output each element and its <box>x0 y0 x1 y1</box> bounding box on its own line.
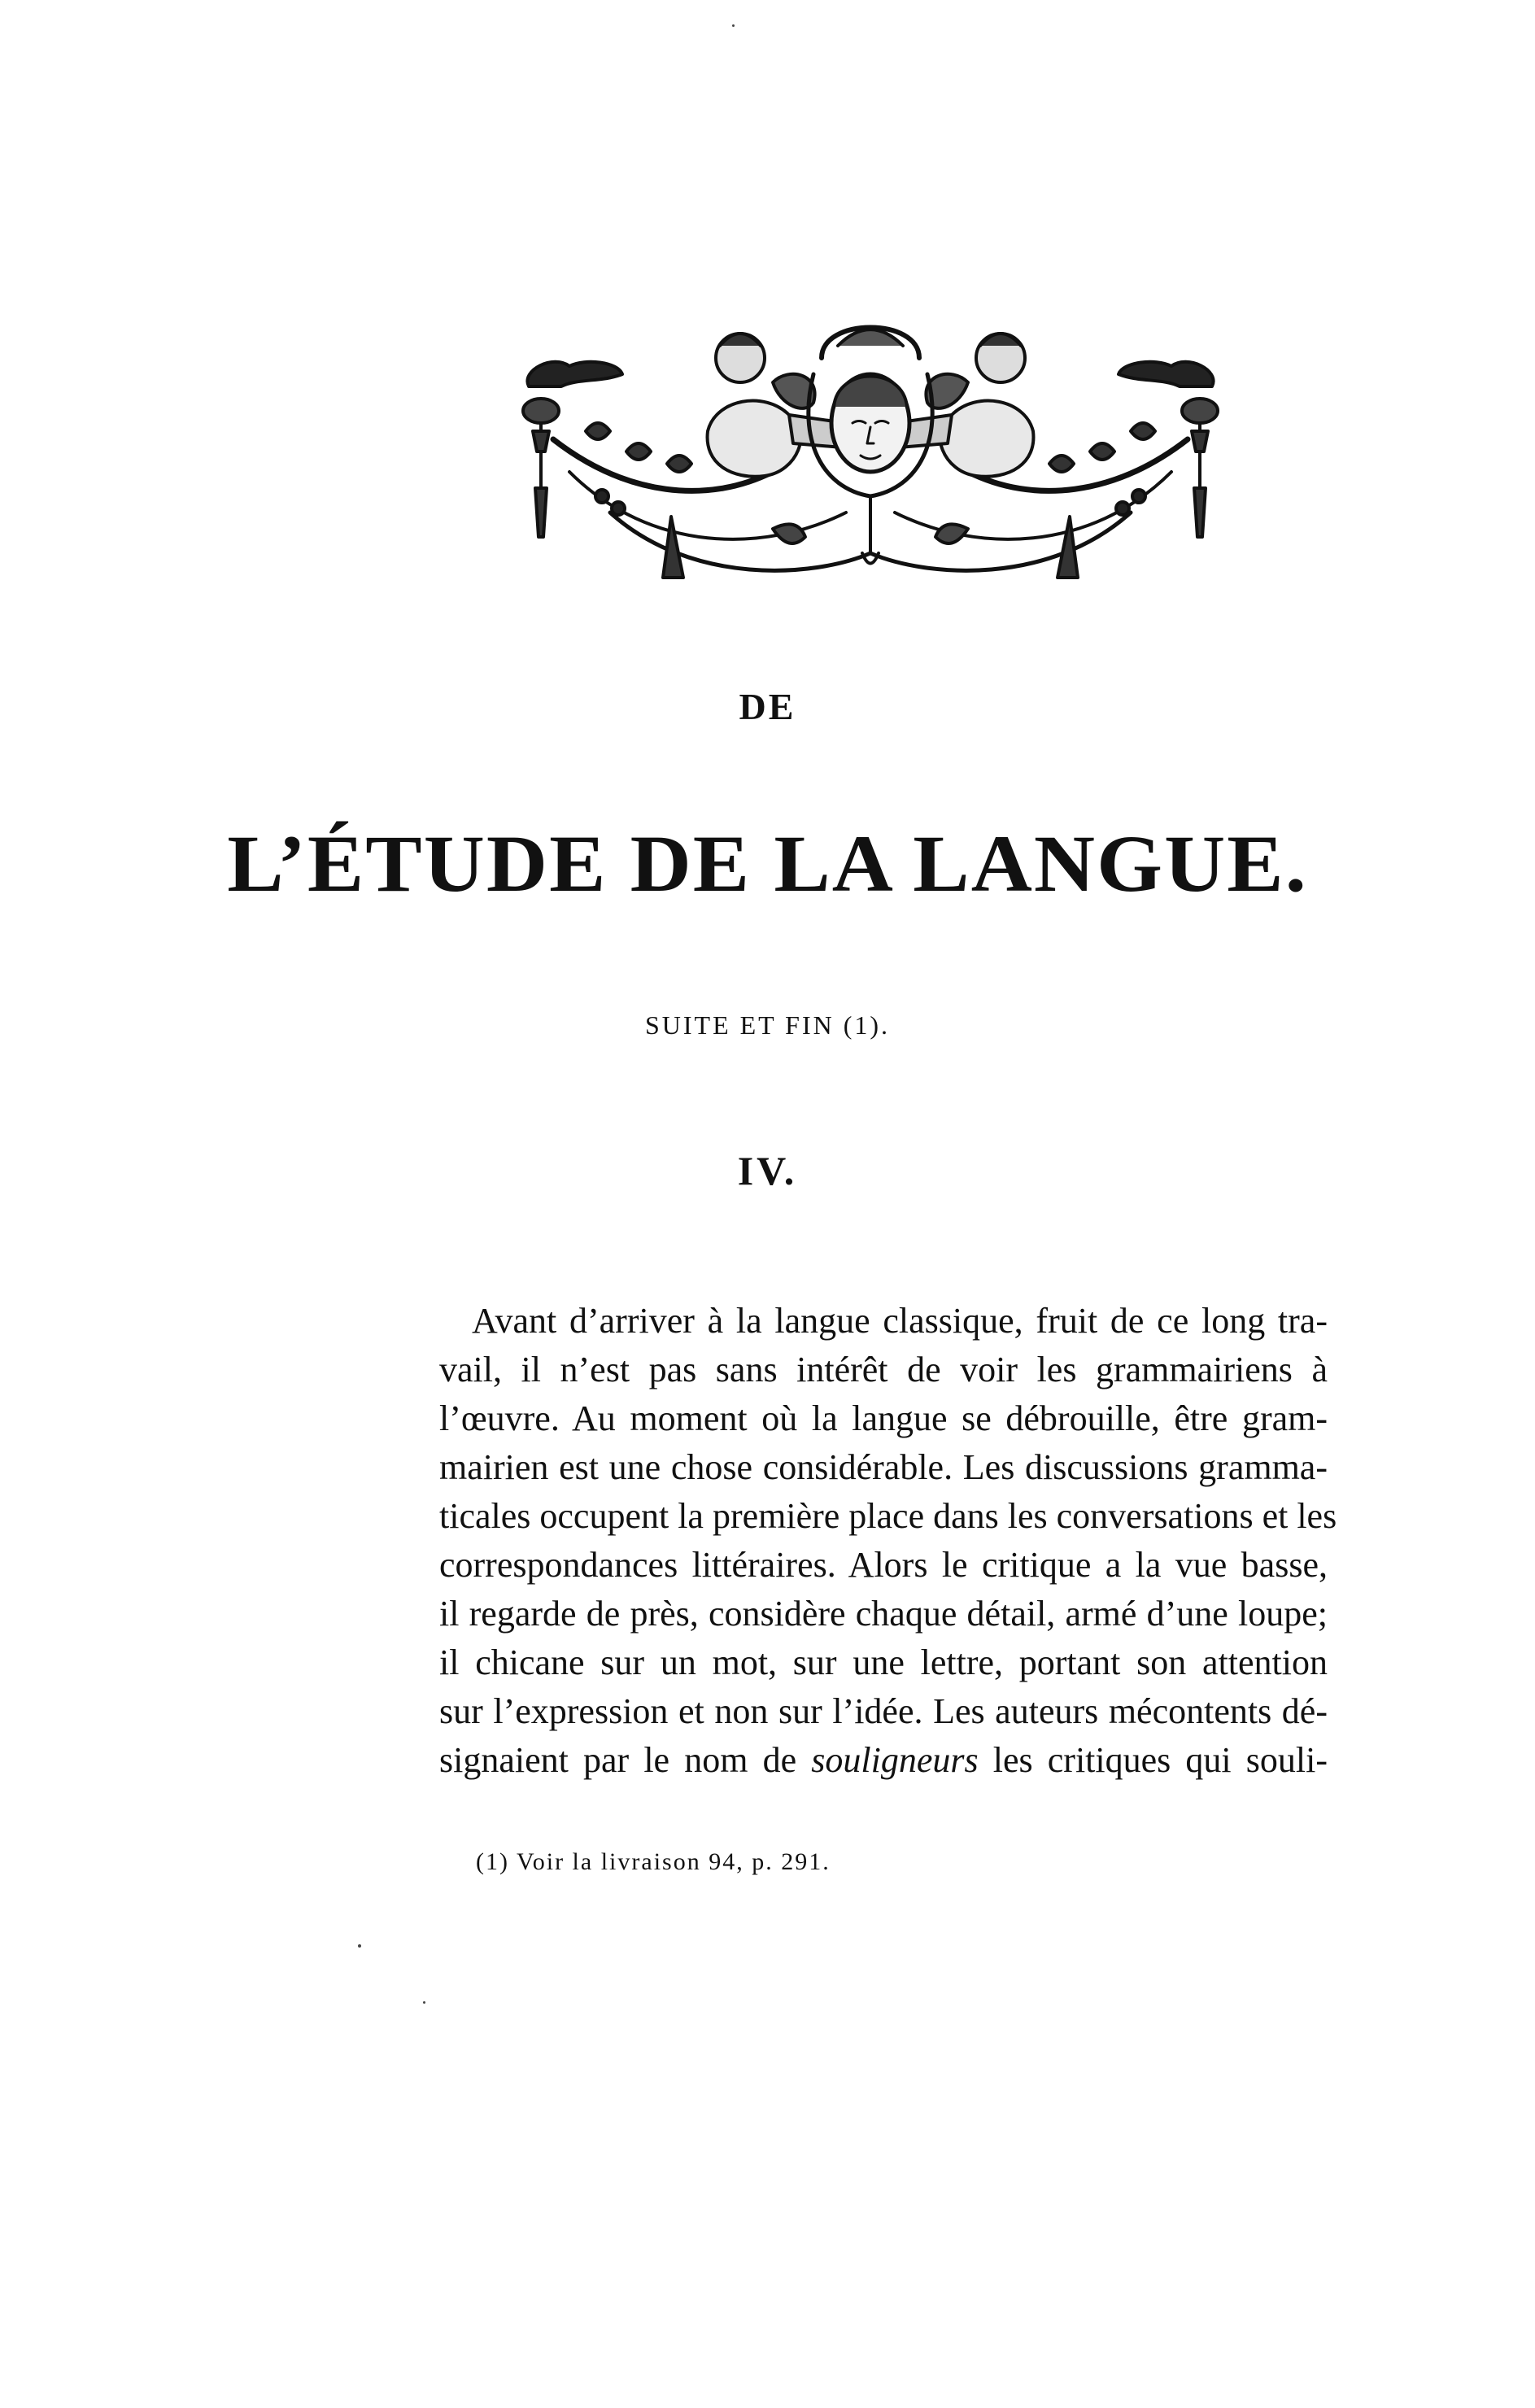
text-line: correspondances littéraires. Alors le critique a la vue basse, <box>439 1545 1328 1585</box>
text-segment: les critiques qui souli- <box>978 1740 1328 1780</box>
print-speck <box>423 2001 425 2004</box>
text-line: ticales occupent la première place dans les conversations et les <box>439 1496 1337 1536</box>
print-speck <box>732 24 735 27</box>
text-line: mairien est une chose considérable. Les discussions gramma- <box>439 1447 1328 1487</box>
print-speck <box>358 1944 361 1948</box>
italic-term: souligneurs <box>811 1740 979 1780</box>
page-title: L’ÉTUDE DE LA LANGUE. <box>227 818 1308 909</box>
body-text <box>439 1297 1337 1785</box>
title-prefix: DE <box>739 686 796 727</box>
text-segment: signaient par le nom de <box>439 1740 812 1780</box>
text-line-last <box>439 1736 1328 1785</box>
text-line: vail, il n’est pas sans intérêt de voir les grammairiens à <box>439 1350 1328 1389</box>
section-number: IV. <box>737 1148 798 1193</box>
cherub-head-ornament-icon <box>504 309 1236 590</box>
text-line: il chicane sur un mot, sur une lettre, portant son attention <box>439 1642 1328 1682</box>
subtitle: SUITE ET FIN (1). <box>644 1010 891 1040</box>
text-line: Avant d’arriver à la langue classique, fruit de ce long tra- <box>472 1301 1328 1341</box>
text-line: il regarde de près, considère chaque détail, armé d’une loupe; <box>439 1594 1328 1634</box>
footnote: (1) Voir la livraison 94, p. 291. <box>476 1848 831 1875</box>
text-line: l’œuvre. Au moment où la langue se débrouille, être gram- <box>439 1398 1328 1438</box>
text-line: sur l’expression et non sur l’idée. Les auteurs mécontents dé- <box>439 1691 1328 1731</box>
